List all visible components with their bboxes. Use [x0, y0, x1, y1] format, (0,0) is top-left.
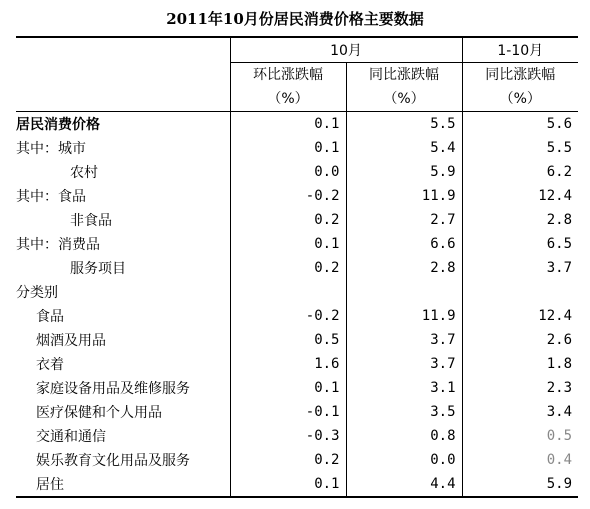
cell-yoy: 3.5	[346, 400, 462, 424]
cell-mom: 0.1	[230, 376, 346, 400]
cell-mom: -0.2	[230, 184, 346, 208]
cell-mom: -0.3	[230, 424, 346, 448]
table-row	[16, 112, 578, 137]
row-label: 非食品	[70, 213, 112, 229]
cell-mom: 0.2	[230, 256, 346, 280]
header-group-jan-oct: 1-10月	[462, 37, 578, 63]
row-label: 其中：食品	[16, 189, 86, 205]
cell-mom: 1.6	[230, 352, 346, 376]
cell-yoy	[346, 280, 462, 304]
table-row	[16, 328, 578, 352]
header-yoy-cum-unit: （%）	[499, 91, 541, 107]
header-mom	[230, 63, 346, 112]
cpi-data-table	[16, 36, 578, 498]
cell-cum: 5.5	[462, 136, 578, 160]
table-row	[16, 136, 578, 160]
cell-yoy: 4.4	[346, 472, 462, 497]
cell-mom: 0.1	[230, 136, 346, 160]
cell-cum: 3.4	[462, 400, 578, 424]
table-row	[16, 304, 578, 328]
table-row	[16, 472, 578, 497]
header-yoy-cum-label: 同比涨跌幅	[485, 67, 556, 83]
cell-yoy: 3.7	[346, 352, 462, 376]
header-yoy-label: 同比涨跌幅	[369, 67, 439, 83]
cell-cum: 2.6	[462, 328, 578, 352]
cell-cum: 2.8	[462, 208, 578, 232]
table-row	[16, 376, 578, 400]
cell-mom: -0.1	[230, 400, 346, 424]
cell-cum: 12.4	[462, 304, 578, 328]
cell-yoy: 0.0	[346, 448, 462, 472]
cell-cum: 5.9	[462, 472, 578, 497]
cell-yoy: 0.8	[346, 424, 462, 448]
row-label: 娱乐教育文化用品及服务	[36, 453, 190, 469]
row-label: 医疗保健和个人用品	[36, 405, 162, 421]
cell-yoy: 5.9	[346, 160, 462, 184]
cell-mom: 0.2	[230, 448, 346, 472]
row-label: 烟酒及用品	[36, 333, 106, 349]
row-label: 分类别	[16, 285, 58, 301]
table-row	[16, 400, 578, 424]
cell-cum: 6.2	[462, 160, 578, 184]
row-label: 食品	[36, 309, 64, 325]
cell-cum	[462, 280, 578, 304]
cell-cum: 6.5	[462, 232, 578, 256]
cell-cum: 3.7	[462, 256, 578, 280]
table-title: 2011年10月份居民消费价格主要数据	[166, 10, 424, 28]
cell-cum: 0.5	[462, 424, 578, 448]
table-row	[16, 184, 578, 208]
cell-yoy: 5.4	[346, 136, 462, 160]
table-row	[16, 448, 578, 472]
cell-mom: -0.2	[230, 304, 346, 328]
row-label: 家庭设备用品及维修服务	[36, 381, 190, 397]
cell-cum: 1.8	[462, 352, 578, 376]
cell-cum: 2.3	[462, 376, 578, 400]
row-label: 衣着	[36, 357, 64, 373]
header-mom-label: 环比涨跌幅	[253, 67, 323, 83]
cell-mom: 0.2	[230, 208, 346, 232]
cell-mom: 0.0	[230, 160, 346, 184]
cell-yoy: 2.8	[346, 256, 462, 280]
row-label: 其中：城市	[16, 141, 86, 157]
cell-cum: 0.4	[462, 448, 578, 472]
cell-yoy: 3.7	[346, 328, 462, 352]
header-yoy-cum	[462, 63, 578, 112]
header-group-october: 10月	[230, 37, 462, 63]
cell-yoy: 11.9	[346, 304, 462, 328]
cell-mom: 0.1	[230, 232, 346, 256]
cell-yoy: 6.6	[346, 232, 462, 256]
table-row	[16, 232, 578, 256]
table-row	[16, 160, 578, 184]
cell-mom	[230, 280, 346, 304]
header-mom-unit: （%）	[267, 91, 309, 107]
row-label: 服务项目	[70, 261, 126, 277]
table-row	[16, 256, 578, 280]
row-label: 居住	[16, 472, 230, 497]
row-label: 农村	[70, 165, 98, 181]
row-label: 交通和通信	[36, 429, 106, 445]
table-row	[16, 424, 578, 448]
table-row	[16, 352, 578, 376]
cell-yoy: 2.7	[346, 208, 462, 232]
cell-yoy: 5.5	[346, 112, 462, 137]
cell-cum: 12.4	[462, 184, 578, 208]
row-label: 其中：消费品	[16, 237, 100, 253]
cell-mom: 0.5	[230, 328, 346, 352]
table-row	[16, 208, 578, 232]
cell-mom: 0.1	[230, 112, 346, 137]
cell-cum: 5.6	[462, 112, 578, 137]
cell-yoy: 11.9	[346, 184, 462, 208]
header-blank-2	[16, 63, 230, 112]
header-yoy	[346, 63, 462, 112]
header-blank	[16, 37, 230, 63]
cell-mom: 0.1	[230, 472, 346, 497]
header-yoy-unit: （%）	[383, 91, 425, 107]
row-label: 居民消费价格	[16, 117, 100, 133]
cell-yoy: 3.1	[346, 376, 462, 400]
table-row	[16, 280, 578, 304]
